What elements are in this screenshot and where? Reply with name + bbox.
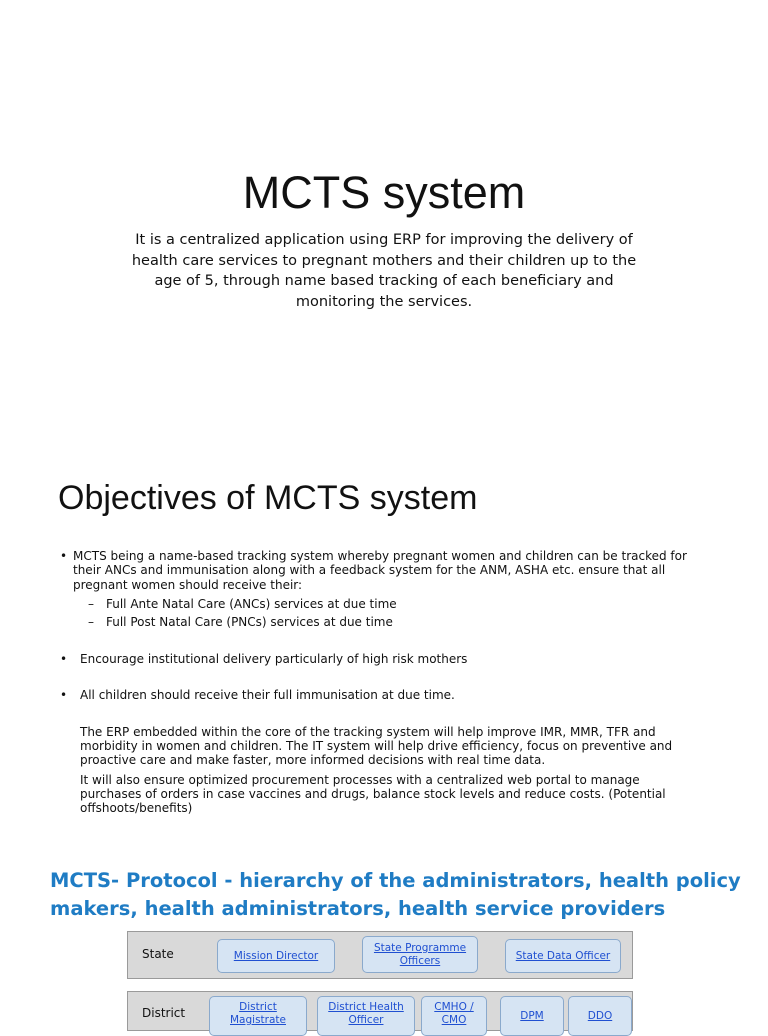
slide2-title: Objectives of MCTS system: [58, 479, 478, 517]
description-line: It is a centralized application using ERP for improving the delivery of: [135, 232, 633, 248]
paragraph-line: proactive care and make faster, more informed decisions with real time data.: [80, 753, 546, 767]
procurement-paragraph: [80, 773, 760, 815]
row-label-district: District: [142, 1006, 186, 1020]
paragraph-line: It will also ensure optimized procurement processes with a centralized web portal to manage: [80, 773, 640, 787]
bullet-item-immunisation: All children should receive their full immunisation at due time.: [80, 688, 455, 702]
node-state-programme-officers[interactable]: State Programme Officers: [362, 936, 478, 973]
description-line: health care services to pregnant mothers and their children up to the: [131, 252, 637, 269]
node-district-magistrate[interactable]: District Magistrate: [209, 996, 307, 1036]
node-district-health-officer[interactable]: District Health Officer: [317, 996, 415, 1036]
sub-bullet-pnc: Full Post Natal Care (PNCs) services at due time: [106, 615, 393, 629]
description-line: monitoring the services.: [295, 293, 473, 310]
paragraph-line: purchases of orders in case vaccines and drugs, balance stock levels and reduce costs. (Potential: [80, 787, 666, 801]
node-dpm[interactable]: DPM: [500, 996, 564, 1036]
bullet-line: pregnant women should receive their:: [73, 577, 303, 592]
bullet-line: their ANCs and immunisation along with a feedback system for the ANM, ASHA etc. ensure that all: [73, 563, 666, 578]
bullet-line: MCTS being a name-based tracking system whereby pregnant women and children can be tracked for: [73, 549, 687, 563]
title-line: makers, health administrators, health service providers: [50, 897, 666, 920]
slide1-description: [108, 230, 660, 312]
sub-bullet-anc: Full Ante Natal Care (ANCs) services at due time: [106, 597, 397, 611]
bullet-marker: •: [60, 549, 68, 563]
slide3-title: [50, 867, 750, 923]
paragraph-line: morbidity in women and children. The IT system will help drive efficiency, focus on preventive and: [80, 739, 673, 753]
sub-bullet-marker: –: [88, 597, 94, 611]
sub-bullet-marker: –: [88, 615, 94, 629]
bullet-marker: •: [60, 652, 68, 666]
erp-paragraph: [80, 725, 760, 767]
paragraph-line: offshoots/benefits): [80, 801, 193, 815]
hierarchy-row-state: [127, 931, 633, 979]
bullet-item-tracking: [73, 549, 753, 592]
node-cmho-cmo[interactable]: CMHO / CMO: [421, 996, 487, 1036]
bullet-marker: •: [60, 688, 68, 702]
node-mission-director[interactable]: Mission Director: [217, 939, 335, 973]
node-state-data-officer[interactable]: State Data Officer: [505, 939, 621, 973]
title-line: MCTS- Protocol - hierarchy of the administrators, health policy: [50, 869, 741, 892]
row-label-state: State: [142, 947, 174, 961]
paragraph-line: The ERP embedded within the core of the tracking system will help improve IMR, MMR, TFR and: [80, 725, 656, 739]
slide1-title: MCTS system: [242, 167, 526, 218]
node-ddo[interactable]: DDO: [568, 996, 632, 1036]
bullet-item-delivery: Encourage institutional delivery particularly of high risk mothers: [80, 652, 468, 666]
description-line: age of 5, through name based tracking of each beneficiary and: [154, 273, 614, 289]
hierarchy-row-district: [127, 991, 633, 1031]
